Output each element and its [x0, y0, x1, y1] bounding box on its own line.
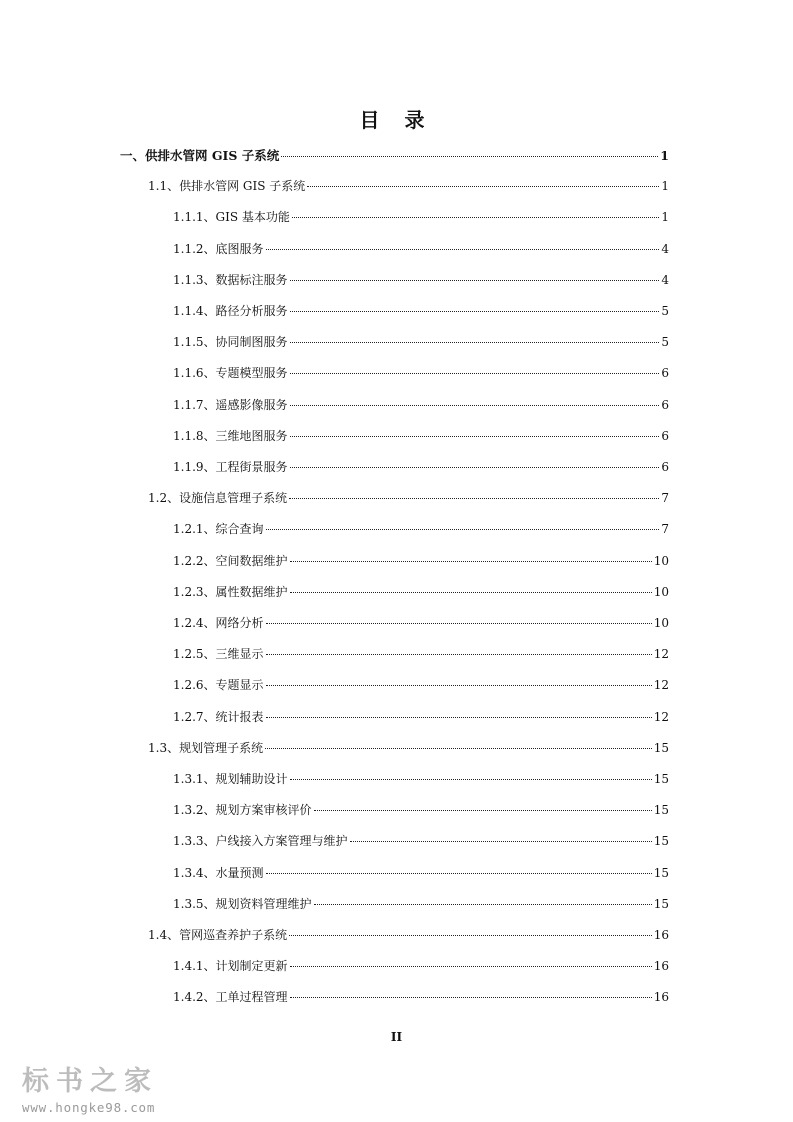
toc-entry[interactable] [173, 458, 669, 478]
toc-entry[interactable] [148, 926, 669, 946]
toc-leader-dots [265, 748, 652, 749]
toc-entry[interactable] [173, 271, 669, 291]
toc-entry-page: 5 [661, 335, 669, 350]
toc-entry-page: 6 [661, 428, 669, 443]
toc-leader-dots [266, 249, 660, 250]
toc-entry[interactable] [148, 739, 669, 759]
toc-entry-title: 一、供排水管网 GIS 子系统 [120, 148, 280, 163]
toc-entry-title: 1.1、供排水管网 GIS 子系统 [148, 179, 306, 194]
toc-entry-page: 1 [661, 210, 669, 225]
toc-leader-dots [290, 467, 660, 468]
watermark-url: www.hongke98.com [22, 1100, 156, 1115]
toc-entry-title: 1.1.7、遥感影像服务 [173, 397, 288, 412]
toc-leader-dots [289, 498, 659, 499]
toc-entry-title: 1.1.1、GIS 基本功能 [173, 210, 290, 225]
toc-entry-page: 6 [661, 397, 669, 412]
toc-entry[interactable] [173, 427, 669, 447]
toc-leader-dots [307, 186, 659, 187]
toc-leader-dots [266, 717, 652, 718]
toc-entry-page: 7 [661, 522, 669, 537]
toc-entry-page: 4 [661, 241, 669, 256]
toc-leader-dots [290, 405, 660, 406]
toc-leader-dots [290, 342, 660, 343]
toc-entry-title: 1.2、设施信息管理子系统 [148, 491, 288, 506]
toc-leader-dots [266, 873, 652, 874]
toc-leader-dots [290, 561, 652, 562]
toc-entry[interactable] [173, 864, 669, 884]
toc-entry-page: 15 [653, 740, 669, 755]
toc-entry[interactable] [173, 364, 669, 384]
toc-entry[interactable] [173, 396, 669, 416]
toc-entry-title: 1.3.4、水量预测 [173, 865, 264, 880]
toc-leader-dots [292, 217, 659, 218]
toc-entry-page: 10 [653, 553, 669, 568]
toc-entry-page: 6 [661, 366, 669, 381]
toc-entry-page: 15 [653, 834, 669, 849]
toc-entry[interactable] [173, 770, 669, 790]
toc-entry[interactable] [173, 614, 669, 634]
toc-leader-dots [290, 966, 652, 967]
toc-leader-dots [290, 592, 652, 593]
toc-entry-title: 1.4.2、工单过程管理 [173, 990, 288, 1005]
toc-entry[interactable] [173, 302, 669, 322]
toc-entry[interactable] [148, 177, 669, 197]
toc-entry-title: 1.3.2、规划方案审核评价 [173, 803, 312, 818]
toc-entry-title: 1.4.1、计划制定更新 [173, 959, 288, 974]
toc-entry[interactable] [173, 240, 669, 260]
toc-entry[interactable] [173, 520, 669, 540]
toc-entry-title: 1.1.5、协同制图服务 [173, 335, 288, 350]
toc-entry[interactable] [173, 957, 669, 977]
toc-entry-title: 1.2.3、属性数据维护 [173, 584, 288, 599]
page-title: 目 录 [359, 108, 434, 132]
toc-entry-page: 10 [653, 616, 669, 630]
toc-leader-dots [290, 373, 660, 374]
toc-entry[interactable] [148, 489, 669, 509]
toc-entry-page: 12 [653, 678, 669, 693]
toc-entry-page: 16 [653, 990, 669, 1005]
toc-leader-dots [290, 280, 660, 281]
toc-entry-page: 12 [653, 647, 669, 662]
toc-leader-dots [314, 810, 652, 811]
toc-leader-dots [350, 841, 652, 842]
toc-entry[interactable] [173, 676, 669, 696]
toc-entry-title: 1.2.2、空间数据维护 [173, 553, 288, 568]
toc-entry-title: 1.1.3、数据标注服务 [173, 272, 288, 287]
toc-leader-dots [266, 529, 660, 530]
toc-entry-title: 1.2.4、网络分析 [173, 616, 264, 630]
toc-entry-page: 4 [661, 272, 669, 287]
toc-entry[interactable] [120, 146, 669, 166]
toc-entry-title: 1.1.9、工程街景服务 [173, 460, 288, 474]
toc-entry-page: 1 [661, 179, 669, 194]
toc-entry[interactable] [173, 988, 669, 1008]
toc-entry-title: 1.3.3、户线接入方案管理与维护 [173, 834, 348, 849]
toc-leader-dots [281, 156, 658, 157]
toc-entry-title: 1.2.5、三维显示 [173, 647, 264, 662]
toc-entry-title: 1.3.5、规划资料管理维护 [173, 896, 312, 911]
toc-entry-page: 16 [653, 959, 669, 974]
toc-leader-dots [266, 623, 652, 624]
toc-entry[interactable] [173, 645, 669, 665]
toc-entry[interactable] [173, 895, 669, 915]
toc-leader-dots [314, 904, 652, 905]
toc-entry-title: 1.2.1、综合查询 [173, 522, 264, 537]
toc-entry[interactable] [173, 333, 669, 353]
toc-entry[interactable] [173, 708, 669, 728]
watermark-logo: 标书之家 [22, 1066, 158, 1097]
toc-entry[interactable] [173, 583, 669, 603]
toc-entry-page: 5 [661, 304, 669, 318]
toc-leader-dots [290, 779, 652, 780]
toc-entry-title: 1.2.6、专题显示 [173, 678, 264, 693]
toc-entry-title: 1.1.4、路径分析服务 [173, 304, 288, 318]
toc-entry-title: 1.1.8、三维地图服务 [173, 428, 288, 443]
toc-entry-page: 15 [653, 803, 669, 818]
toc-entry-page: 15 [653, 865, 669, 880]
toc-leader-dots [290, 311, 660, 312]
toc-entry-page: 7 [661, 491, 669, 506]
toc-entry-title: 1.1.2、底图服务 [173, 241, 264, 256]
toc-entry-page: 12 [653, 709, 669, 724]
toc-entry-page: 16 [653, 928, 669, 942]
toc-entry-page: 15 [653, 772, 669, 786]
toc-entry[interactable] [173, 208, 669, 228]
toc-entry-title: 1.4、管网巡查养护子系统 [148, 928, 288, 942]
toc-leader-dots [266, 685, 652, 686]
toc-entry-page: 6 [661, 460, 669, 474]
toc-entry[interactable] [173, 832, 669, 852]
toc-entry-page: 1 [660, 148, 669, 163]
toc-entry-page: 10 [653, 584, 669, 599]
toc-entry-page: 15 [653, 896, 669, 911]
toc-entry-title: 1.1.6、专题模型服务 [173, 366, 288, 381]
toc-entry-title: 1.3、规划管理子系统 [148, 740, 264, 755]
toc-entry-title: 1.3.1、规划辅助设计 [173, 772, 288, 786]
page-number: II [390, 1030, 403, 1044]
toc-leader-dots [290, 436, 660, 437]
toc-entry[interactable] [173, 552, 669, 572]
toc-leader-dots [289, 935, 652, 936]
toc-leader-dots [290, 997, 652, 998]
toc-entry-title: 1.2.7、统计报表 [173, 709, 264, 724]
toc-entry[interactable] [173, 801, 669, 821]
toc-leader-dots [266, 654, 652, 655]
watermark [22, 1066, 158, 1115]
